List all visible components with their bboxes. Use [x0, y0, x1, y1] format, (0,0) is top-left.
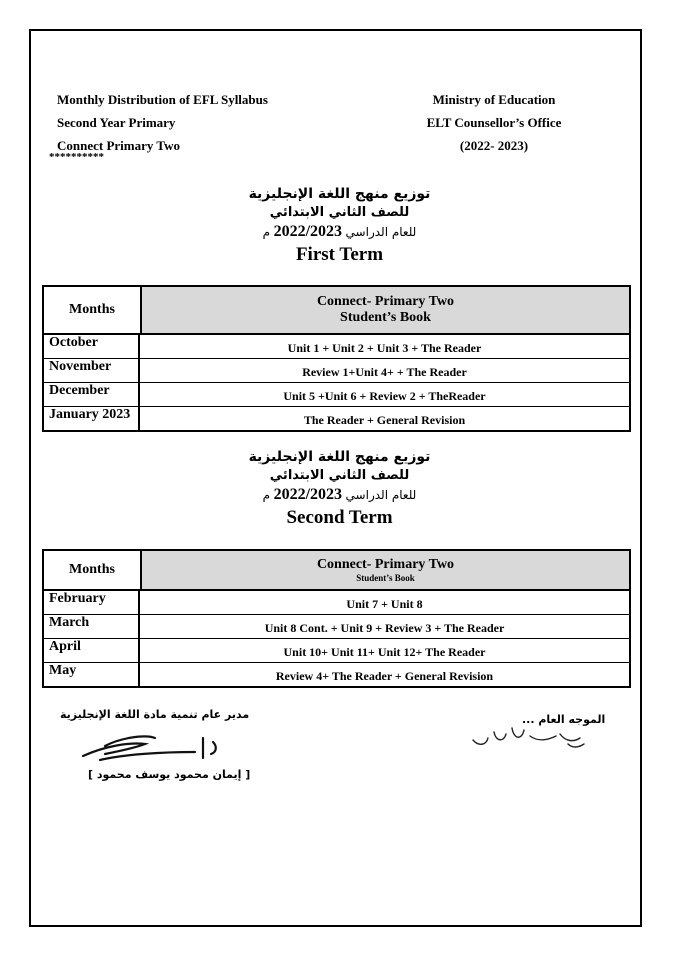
header-ministry: Ministry of Education [432, 92, 556, 107]
supervisor-title: الموجه العام ... [522, 713, 606, 726]
content-cell: Unit 5 +Unit 6 + Review 2 + TheReader [283, 389, 486, 403]
second-term-table [42, 549, 631, 688]
table-row [44, 359, 629, 383]
book-header [142, 551, 629, 589]
table-header [44, 287, 629, 335]
table-row [44, 407, 629, 430]
content-cell: Review 1+Unit 4+ + The Reader [302, 365, 467, 379]
year: 2022/2023 [273, 223, 343, 240]
book-subtitle: Student’s Book [340, 310, 431, 325]
ar-m: م [262, 225, 271, 239]
ar-title: توزيع منهج اللغة الإنجليزية [248, 186, 431, 202]
book-title: Connect- Primary Two [316, 557, 455, 572]
month-cell: October [44, 335, 140, 358]
term-title: Second Term [286, 507, 393, 528]
months-header: Months [44, 551, 142, 589]
book-title: Connect- Primary Two [316, 294, 455, 309]
supervisor-signature [468, 718, 593, 758]
content-cell: The Reader + General Revision [303, 413, 466, 427]
ar-year-line [0, 485, 679, 506]
month-cell: May [44, 663, 140, 686]
content-cell: Unit 7 + Unit 8 [346, 597, 423, 611]
ar-year-label: للعام الدراسي [345, 225, 417, 239]
ar-m: م [262, 488, 271, 502]
book-header [142, 287, 629, 333]
ar-grade: للصف الثاني الابتدائي [269, 468, 410, 483]
header-course: Connect Primary Two [57, 138, 180, 153]
header-right [407, 88, 581, 157]
first-term-heading [0, 185, 679, 267]
director-title: مدير عام تنمية مادة اللغة الإنجليزية [60, 708, 250, 721]
second-term-heading [0, 448, 679, 530]
month-cell: March [44, 615, 140, 638]
term-title: First Term [295, 244, 384, 265]
month-cell: January 2023 [44, 407, 140, 430]
table-row [44, 615, 629, 639]
content-cell: Unit 10+ Unit 11+ Unit 12+ The Reader [283, 645, 486, 659]
month-cell: November [44, 359, 140, 382]
director-signature [75, 728, 225, 768]
months-header: Months [44, 287, 142, 333]
header-left [57, 88, 268, 157]
director-name: [ إيمان محمود يوسف محمود ] [88, 768, 251, 781]
header-syllabus: Monthly Distribution of EFL Syllabus [57, 92, 268, 107]
first-term-table [42, 285, 631, 432]
month-cell: February [44, 591, 140, 614]
ar-year-line [0, 222, 679, 243]
month-cell: April [44, 639, 140, 662]
header-grade: Second Year Primary [57, 115, 176, 130]
content-cell: Review 4+ The Reader + General Revision [275, 669, 494, 683]
ar-grade: للصف الثاني الابتدائي [269, 205, 410, 220]
table-row [44, 663, 629, 686]
header-office: ELT Counsellor’s Office [426, 115, 562, 130]
header-year: (2022- 2023) [459, 138, 529, 153]
table-row [44, 591, 629, 615]
table-header [44, 551, 629, 591]
book-subtitle: Student’s Book [356, 573, 415, 583]
year: 2022/2023 [273, 486, 343, 503]
content-cell: Unit 8 Cont. + Unit 9 + Review 3 + The Reader [264, 621, 505, 635]
table-row [44, 335, 629, 359]
content-cell: Unit 1 + Unit 2 + Unit 3 + The Reader [287, 341, 482, 355]
table-row [44, 639, 629, 663]
table-row [44, 383, 629, 407]
ar-year-label: للعام الدراسي [345, 488, 417, 502]
month-cell: December [44, 383, 140, 406]
ar-title: توزيع منهج اللغة الإنجليزية [248, 449, 431, 465]
header-stars: ********** [49, 151, 104, 163]
